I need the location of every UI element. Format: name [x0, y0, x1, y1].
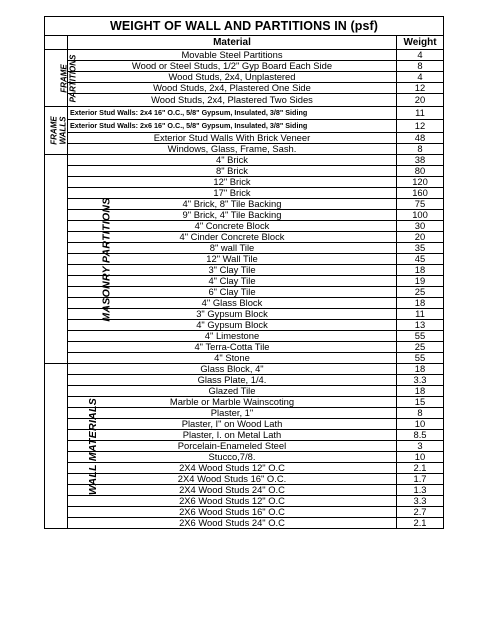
material-cell: Plaster, I" on Wood Lath: [68, 419, 397, 430]
weight-cell: 11: [397, 107, 444, 120]
weight-cell: 25: [397, 287, 444, 298]
weight-cell: 1.7: [397, 474, 444, 485]
table-row: [45, 364, 444, 375]
material-cell: 12" Brick: [68, 177, 397, 188]
material-cell: Exterior Stud Walls With Brick Veneer: [68, 133, 397, 144]
weight-cell: 3: [397, 441, 444, 452]
material-column-header: Material: [68, 36, 397, 50]
weight-cell: 20: [397, 94, 444, 107]
weight-cell: 10: [397, 452, 444, 463]
category-label-text: [51, 116, 68, 144]
material-cell: 4" Stone: [68, 353, 397, 364]
weight-cell: 4: [397, 72, 444, 83]
material-cell: 3" Clay Tile: [68, 265, 397, 276]
table-row: [45, 353, 444, 364]
weight-cell: 2.1: [397, 518, 444, 529]
table-row: [45, 166, 444, 177]
material-cell: Stucco,7/8.: [68, 452, 397, 463]
material-cell: 2X6 Wood Studs 16" O.C: [68, 507, 397, 518]
material-cell: Glazed Tile: [68, 386, 397, 397]
material-cell: Glass Block, 4": [68, 364, 397, 375]
category-label-line: PARTITIONS: [67, 54, 77, 102]
weight-cell: 19: [397, 276, 444, 287]
material-cell: 4" Clay Tile: [68, 276, 397, 287]
material-cell: Wood Studs, 2x4, Plastered One Side: [68, 83, 397, 94]
table-row: [45, 155, 444, 166]
table-row: [45, 419, 444, 430]
table-row: [45, 50, 444, 61]
material-cell: 4" Limestone: [68, 331, 397, 342]
table-row: [45, 430, 444, 441]
material-cell: 3" Gypsum Block: [68, 309, 397, 320]
table-row: [45, 496, 444, 507]
material-cell: 2X4 Wood Studs 12" O.C: [68, 463, 397, 474]
category-label: [45, 50, 77, 107]
table-row: [45, 474, 444, 485]
weight-cell: 8.5: [397, 430, 444, 441]
table-row: [45, 441, 444, 452]
table-row: [45, 94, 444, 107]
title-row: [45, 17, 444, 36]
material-cell: 2X4 Wood Studs 24" O.C: [68, 485, 397, 496]
table-row: [45, 485, 444, 496]
weight-table-document: [44, 16, 443, 529]
table-row: [45, 342, 444, 353]
material-cell: 8" wall Tile: [68, 243, 397, 254]
weight-cell: 12: [397, 120, 444, 133]
weight-cell: 3.3: [397, 375, 444, 386]
category-label-text: [88, 397, 99, 494]
material-cell: Plaster, 1": [68, 408, 397, 419]
material-cell: 4" Brick: [68, 155, 397, 166]
weight-cell: 1.3: [397, 485, 444, 496]
weight-cell: 25: [397, 342, 444, 353]
weight-cell: 80: [397, 166, 444, 177]
material-cell: 4" Brick, 8" Tile Backing: [68, 199, 397, 210]
weight-table: [44, 16, 444, 529]
table-row: [45, 375, 444, 386]
weight-cell: 8: [397, 61, 444, 72]
material-cell: Wood Studs, 2x4, Unplastered: [68, 72, 397, 83]
weight-cell: 4: [397, 50, 444, 61]
weight-cell: 100: [397, 210, 444, 221]
material-cell: Glass Plate, 1/4.: [68, 375, 397, 386]
material-cell: 17" Brick: [68, 188, 397, 199]
material-cell: 4" Gypsum Block: [68, 320, 397, 331]
weight-cell: 3.3: [397, 496, 444, 507]
weight-cell: 35: [397, 243, 444, 254]
material-cell: Marble or Marble Wainscoting: [68, 397, 397, 408]
weight-cell: 160: [397, 188, 444, 199]
weight-cell: 10: [397, 419, 444, 430]
material-cell: Wood or Steel Studs, 1/2" Gyp Board Each Side: [68, 61, 397, 72]
table-row: [45, 133, 444, 144]
table-row: [45, 61, 444, 72]
weight-cell: 8: [397, 408, 444, 419]
material-cell: 9" Brick, 4" Tile Backing: [68, 210, 397, 221]
material-cell: 8" Brick: [68, 166, 397, 177]
category-header-blank: [45, 36, 68, 50]
table-row: [45, 452, 444, 463]
table-row: [45, 518, 444, 529]
table-row: [45, 463, 444, 474]
weight-cell: 15: [397, 397, 444, 408]
material-cell: Wood Studs, 2x4, Plastered Two Sides: [68, 94, 397, 107]
material-cell: Movable Steel Partitions: [68, 50, 397, 61]
material-cell: 6" Clay Tile: [68, 287, 397, 298]
page-title: WEIGHT OF WALL AND PARTITIONS IN (psf): [45, 17, 444, 36]
weight-cell: 55: [397, 331, 444, 342]
category-label-text: [60, 54, 77, 102]
material-cell: 2X4 Wood Studs 16" O.C.: [68, 474, 397, 485]
material-cell: 4" Concrete Block: [68, 221, 397, 232]
table-row: [45, 72, 444, 83]
category-label-line: FRAME: [49, 116, 59, 145]
weight-cell: 30: [397, 221, 444, 232]
material-cell: Windows, Glass, Frame, Sash.: [68, 144, 397, 155]
category-label: [45, 107, 68, 155]
material-cell: Exterior Stud Walls: 2x6 16" O.C., 5/8" Gypsum, Insulated, 3/8" Siding: [68, 120, 397, 133]
table-row: [45, 144, 444, 155]
table-row: [45, 83, 444, 94]
weight-cell: 38: [397, 155, 444, 166]
weight-cell: 20: [397, 232, 444, 243]
table-row: [45, 507, 444, 518]
table-row: [45, 386, 444, 397]
weight-cell: 18: [397, 386, 444, 397]
category-label-line: WALLS: [58, 116, 68, 145]
material-cell: 2X6 Wood Studs 24" O.C: [68, 518, 397, 529]
category-label-line: WALL MATERIALS: [87, 397, 100, 495]
weight-cell: 45: [397, 254, 444, 265]
table-row: [45, 397, 444, 408]
material-cell: Plaster, I. on Metal Lath: [68, 430, 397, 441]
weight-column-header: Weight: [397, 36, 444, 50]
category-label-line: MASONRY PARTITIONS: [100, 196, 113, 322]
table-row: [45, 408, 444, 419]
table-row: [45, 107, 444, 120]
weight-cell: 120: [397, 177, 444, 188]
category-label-line: FRAME: [59, 63, 69, 93]
category-label: [45, 364, 100, 529]
weight-cell: 18: [397, 364, 444, 375]
weight-cell: 75: [397, 199, 444, 210]
material-cell: 4" Cinder Concrete Block: [68, 232, 397, 243]
weight-cell: 48: [397, 133, 444, 144]
weight-cell: 2.1: [397, 463, 444, 474]
category-label: [45, 155, 113, 364]
material-cell: 12" Wall Tile: [68, 254, 397, 265]
weight-cell: 2.7: [397, 507, 444, 518]
table-row: [45, 331, 444, 342]
weight-cell: 11: [397, 309, 444, 320]
weight-cell: 12: [397, 83, 444, 94]
table-row: [45, 177, 444, 188]
weight-cell: 8: [397, 144, 444, 155]
material-cell: 4" Glass Block: [68, 298, 397, 309]
material-cell: Porcelain-Enameled Steel: [68, 441, 397, 452]
table-row: [45, 120, 444, 133]
column-header-row: [45, 36, 444, 50]
weight-cell: 55: [397, 353, 444, 364]
material-cell: 2X6 Wood Studs 12" O.C: [68, 496, 397, 507]
weight-cell: 18: [397, 298, 444, 309]
weight-cell: 13: [397, 320, 444, 331]
weight-cell: 18: [397, 265, 444, 276]
material-cell: 4" Terra-Cotta Tile: [68, 342, 397, 353]
material-cell: Exterior Stud Walls: 2x4 16" O.C., 5/8" Gypsum, Insulated, 3/8" Siding: [68, 107, 397, 120]
category-label-text: [102, 197, 113, 321]
